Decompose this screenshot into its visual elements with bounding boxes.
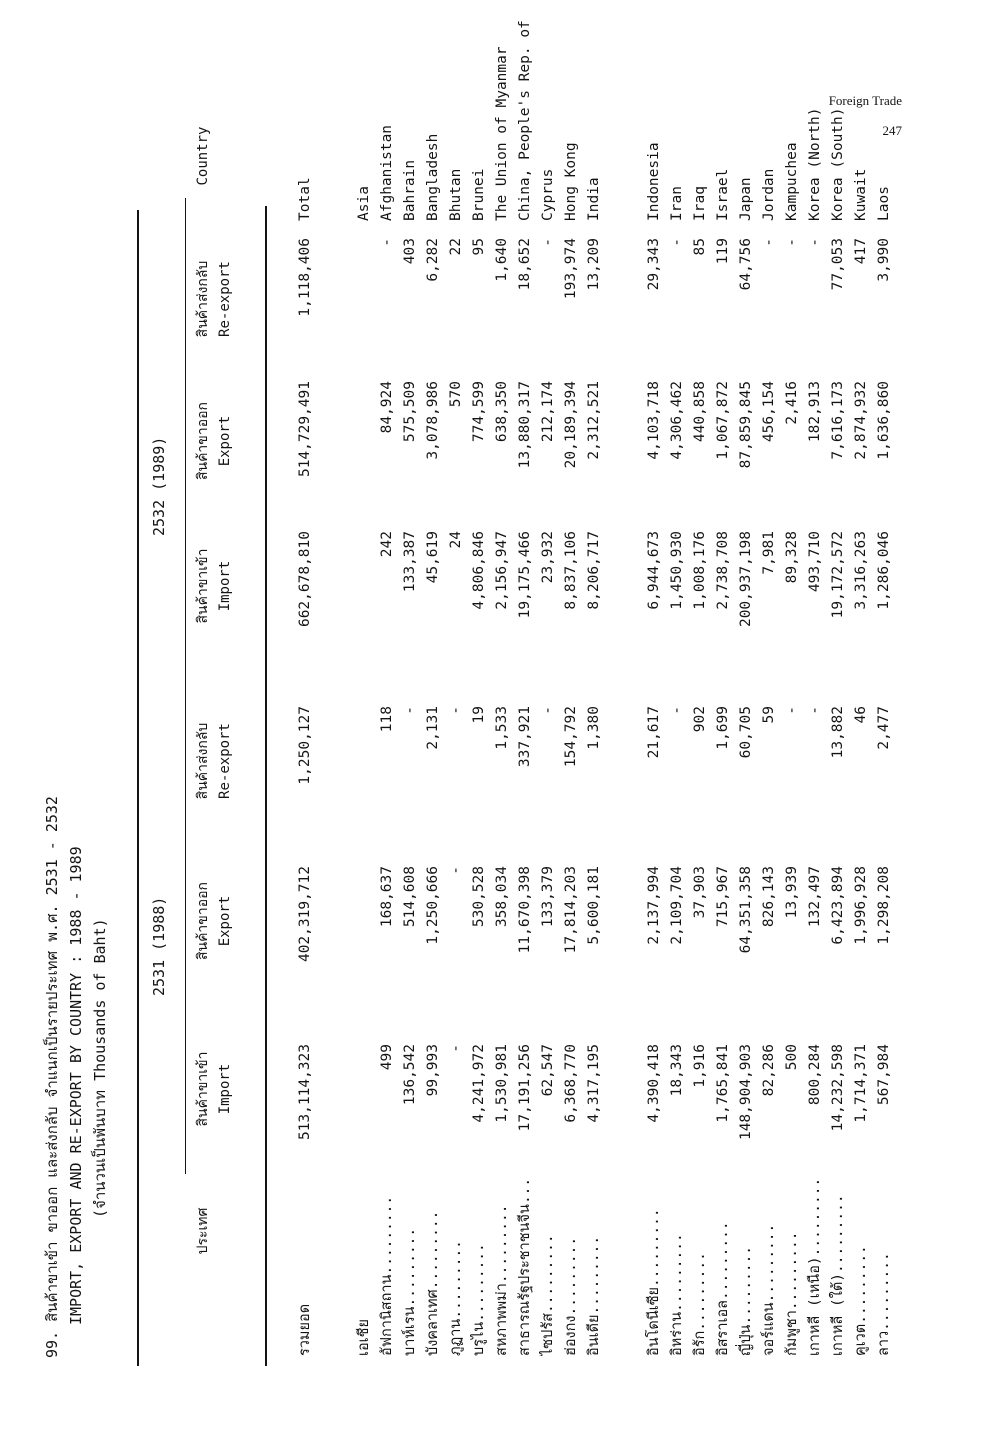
export-1988: 5,600,181 — [586, 866, 602, 945]
export-1989: 3,078,986 — [425, 381, 441, 460]
export-1989: 456,154 — [761, 381, 777, 443]
export-1989: 182,913 — [807, 381, 823, 443]
reexport-1989: 18,652 — [517, 238, 533, 291]
export-1989: 84,924 — [379, 381, 395, 434]
export-1989: 2,312,521 — [586, 381, 602, 460]
reexport-1988: - — [448, 706, 464, 715]
header-reexport-en: Re-export — [217, 261, 233, 337]
country-en: The Union of Myanmar — [494, 46, 510, 221]
export-1988: 514,608 — [402, 866, 418, 928]
import-1988: 513,114,323 — [297, 1044, 313, 1141]
country-th: ลาว......... — [876, 1252, 892, 1356]
reexport-1989: 403 — [402, 238, 418, 265]
table-row — [559, 0, 584, 1436]
country-th: บรูไน......... — [471, 1243, 487, 1356]
header-reexport-th: สินค้าส่งกลับ — [195, 260, 211, 338]
reexport-1989: 64,756 — [738, 238, 754, 291]
export-1988: 17,814,203 — [563, 866, 579, 954]
table-row — [375, 0, 400, 1436]
country-th: คูเวต......... — [853, 1245, 869, 1356]
table-row — [467, 0, 492, 1436]
import-1988: 1,714,371 — [853, 1044, 869, 1123]
import-1988: 500 — [784, 1044, 800, 1071]
country-th: อินเดีย......... — [586, 1235, 602, 1356]
reexport-1988: 59 — [761, 706, 777, 724]
reexport-1988: 13,882 — [830, 706, 846, 759]
import-1989: 19,172,572 — [830, 531, 846, 619]
table-row — [513, 0, 538, 1436]
import-1988: 99,993 — [425, 1044, 441, 1097]
header-import-en: Import — [217, 560, 233, 612]
export-1989: 2,416 — [784, 381, 800, 425]
reexport-1988: 1,380 — [586, 706, 602, 750]
reexport-1989: 119 — [715, 238, 731, 265]
export-1988: 1,298,208 — [876, 866, 892, 945]
import-1989: 242 — [379, 531, 395, 558]
export-1989: 774,599 — [471, 381, 487, 443]
reexport-1989: 13,209 — [586, 238, 602, 291]
table-row — [582, 0, 607, 1436]
reexport-1988: - — [669, 706, 685, 715]
country-th: อิหร่าน......... — [669, 1233, 685, 1356]
country-en: Bahrain — [402, 159, 418, 221]
export-1989: 638,350 — [494, 381, 510, 443]
header-reexport-1988 — [192, 686, 236, 836]
import-1989: 1,008,176 — [692, 531, 708, 610]
reexport-1989: - — [807, 238, 823, 247]
import-1989: 8,837,106 — [563, 531, 579, 610]
import-1988: 1,916 — [692, 1044, 708, 1088]
table-row — [826, 0, 851, 1436]
header-import-1989 — [192, 511, 236, 661]
import-1989: 662,678,810 — [297, 531, 313, 628]
export-1988: 133,379 — [540, 866, 556, 928]
country-en: Bhutan — [448, 168, 464, 221]
import-1989: 493,710 — [807, 531, 823, 593]
reexport-1988: - — [807, 706, 823, 715]
import-1989: 2,738,708 — [715, 531, 731, 610]
reexport-1988: - — [540, 706, 556, 715]
country-en: Israel — [715, 168, 731, 221]
export-1988: 132,497 — [807, 866, 823, 928]
import-1989: 23,932 — [540, 531, 556, 584]
import-1989: 200,937,198 — [738, 531, 754, 628]
export-1988: 1,996,928 — [853, 866, 869, 945]
country-th: ญี่ปุ่น......... — [738, 1245, 754, 1356]
export-1988: - — [448, 866, 464, 875]
import-1989: 1,450,930 — [669, 531, 685, 610]
table-row — [421, 0, 446, 1436]
title-english: IMPORT, EXPORT AND RE-EXPORT BY COUNTRY : 1988 - 1989 — [67, 846, 85, 1325]
header-year-1989: 2532 (1989) — [150, 436, 168, 536]
export-1989: 570 — [448, 381, 464, 408]
import-1988: 18,343 — [669, 1044, 685, 1097]
title-thai: 99. สินค้าขาเข้า ขาออก และส่งกลับ จำแนกเป็นรายประเทศ พ.ศ. 2531 - 2532 — [43, 796, 61, 1358]
title-unit: (จำนวนเป็นพันบาท Thousands of Baht) — [91, 918, 109, 1218]
reexport-1989: - — [761, 238, 777, 247]
table-row — [665, 0, 690, 1436]
country-th: กัมพูชา......... — [784, 1231, 800, 1356]
country-th: อิรัก......... — [692, 1252, 708, 1356]
reexport-1988: 1,250,127 — [297, 706, 313, 785]
import-1989: 7,981 — [761, 531, 777, 575]
export-1988: 826,143 — [761, 866, 777, 928]
import-1989: 19,175,466 — [517, 531, 533, 619]
import-1988: 6,368,770 — [563, 1044, 579, 1123]
export-1988: 6,423,894 — [830, 866, 846, 945]
import-1989: 4,806,846 — [471, 531, 487, 610]
reexport-1989: 417 — [853, 238, 869, 265]
country-th: สหภาพพม่า......... — [494, 1204, 510, 1356]
import-1989: 24 — [448, 531, 464, 549]
export-1988: 11,670,398 — [517, 866, 533, 954]
export-1989: 20,189,394 — [563, 381, 579, 469]
export-1989: 1,636,860 — [876, 381, 892, 460]
country-en: Total — [297, 177, 313, 221]
reexport-1988: 2,477 — [876, 706, 892, 750]
reexport-1988: 118 — [379, 706, 395, 733]
import-1988: 136,542 — [402, 1044, 418, 1106]
export-1989: 4,306,462 — [669, 381, 685, 460]
country-en: Brunei — [471, 168, 487, 221]
reexport-1988: 2,131 — [425, 706, 441, 750]
country-en: Afghanistan — [379, 124, 395, 221]
reexport-1988: 1,699 — [715, 706, 731, 750]
export-1989: 87,859,845 — [738, 381, 754, 469]
reexport-1988: 1,533 — [494, 706, 510, 750]
country-en: Kampuchea — [784, 142, 800, 221]
import-1989: 2,156,947 — [494, 531, 510, 610]
export-1988: 13,939 — [784, 866, 800, 919]
table-row — [398, 0, 423, 1436]
reexport-1989: 29,343 — [646, 238, 662, 291]
reexport-1989: 1,118,406 — [297, 238, 313, 317]
header-reexport-th: สินค้าส่งกลับ — [195, 722, 211, 800]
export-1988: 168,637 — [379, 866, 395, 928]
export-1989: 7,616,173 — [830, 381, 846, 460]
country-en: Kuwait — [853, 168, 869, 221]
country-en: Bangladesh — [425, 133, 441, 221]
import-1989: 6,944,673 — [646, 531, 662, 610]
table-row — [444, 0, 469, 1436]
header-reexport-en: Re-export — [217, 723, 233, 799]
header-country-th: ประเทศ — [195, 1207, 211, 1255]
import-1988: 82,286 — [761, 1044, 777, 1097]
reexport-1988: - — [784, 706, 800, 715]
reexport-1989: - — [540, 238, 556, 247]
import-1988: 62,547 — [540, 1044, 556, 1097]
reexport-1989: 85 — [692, 238, 708, 256]
import-1988: 499 — [379, 1044, 395, 1071]
country-th: บาห์เรน......... — [402, 1227, 418, 1356]
table-row — [293, 0, 318, 1436]
import-1988: 800,284 — [807, 1044, 823, 1106]
country-en: China, People's Rep. of — [517, 20, 533, 221]
export-1988: 2,137,994 — [646, 866, 662, 945]
reexport-1989: 1,640 — [494, 238, 510, 282]
header-import-en: Import — [217, 1063, 233, 1115]
table-row — [849, 0, 874, 1436]
import-1988: 14,232,598 — [830, 1044, 846, 1132]
import-1988: 4,317,195 — [586, 1044, 602, 1123]
country-en: Iran — [669, 186, 685, 221]
reexport-1988: 19 — [471, 706, 487, 724]
export-1989: 13,880,317 — [517, 381, 533, 469]
country-en: Jordan — [761, 168, 777, 221]
country-en: Japan — [738, 177, 754, 221]
country-th: บังคลาเทศ......... — [425, 1210, 441, 1356]
table-row — [734, 0, 759, 1436]
header-export-en: Export — [217, 895, 233, 947]
reexport-1989: - — [784, 238, 800, 247]
import-1988: 1,765,841 — [715, 1044, 731, 1123]
country-en: Korea (North) — [807, 107, 823, 221]
import-1988: 4,241,972 — [471, 1044, 487, 1123]
country-th: ไซปรัส......... — [540, 1234, 556, 1356]
country-th: อินโดนีเซีย......... — [646, 1208, 662, 1356]
import-1988: - — [448, 1044, 464, 1053]
country-th: สาธารณรัฐประชาชนจีน... — [517, 1177, 533, 1356]
header-reexport-1989 — [192, 224, 236, 374]
country-en: Laos — [876, 186, 892, 221]
country-th: ฮ่องกง......... — [563, 1236, 579, 1356]
header-export-1988 — [192, 846, 236, 996]
export-1988: 64,351,358 — [738, 866, 754, 954]
export-1988: 402,319,712 — [297, 866, 313, 963]
country-th: เอเชีย — [356, 1319, 372, 1356]
country-th: รวมยอด — [297, 1303, 313, 1356]
year-1989-rule — [185, 198, 186, 666]
export-1988: 358,034 — [494, 866, 510, 928]
reexport-1988: 154,792 — [563, 706, 579, 768]
import-1989: 3,316,263 — [853, 531, 869, 610]
reexport-1989: 95 — [471, 238, 487, 256]
reexport-1989: 77,053 — [830, 238, 846, 291]
import-1988: 17,191,256 — [517, 1044, 533, 1132]
table-row — [642, 0, 667, 1436]
reexport-1989: 3,990 — [876, 238, 892, 282]
country-th: อิสราเอล......... — [715, 1221, 731, 1356]
export-1988: 37,903 — [692, 866, 708, 919]
country-th: อัฟกานิสถาน......... — [379, 1195, 395, 1356]
country-en: Iraq — [692, 186, 708, 221]
export-1989: 514,729,491 — [297, 381, 313, 478]
export-1989: 575,509 — [402, 381, 418, 443]
table-row — [688, 0, 713, 1436]
page-number: 247 — [882, 123, 902, 138]
table-row — [780, 0, 805, 1436]
table-row — [711, 0, 736, 1436]
header-export-th: สินค้าขาออก — [195, 881, 211, 961]
import-1988: 4,390,418 — [646, 1044, 662, 1123]
reexport-1988: 21,617 — [646, 706, 662, 759]
country-en: Hong Kong — [563, 142, 579, 221]
export-1989: 2,874,932 — [853, 381, 869, 460]
header-export-th: สินค้าขาออก — [195, 401, 211, 481]
reexport-1989: 22 — [448, 238, 464, 256]
reexport-1988: 337,921 — [517, 706, 533, 768]
running-head-section: Foreign Trade — [828, 93, 902, 108]
header-import-th: สินค้าขาเข้า — [195, 548, 211, 624]
header-import-1988 — [192, 1014, 236, 1164]
table-row — [490, 0, 515, 1436]
header-bottom-rule — [265, 206, 267, 1366]
reexport-1989: 6,282 — [425, 238, 441, 282]
export-1988: 2,109,704 — [669, 866, 685, 945]
reexport-1989: 193,974 — [563, 238, 579, 300]
import-1989: 133,387 — [402, 531, 418, 593]
table-row — [352, 0, 377, 1436]
import-1988: 1,530,981 — [494, 1044, 510, 1123]
import-1988: 148,904,903 — [738, 1044, 754, 1141]
table-row — [872, 0, 897, 1436]
export-1989: 440,858 — [692, 381, 708, 443]
reexport-1988: - — [402, 706, 418, 715]
table-row — [803, 0, 828, 1436]
header-export-1989 — [192, 366, 236, 516]
import-1989: 8,206,717 — [586, 531, 602, 610]
country-en: Asia — [356, 186, 372, 221]
header-year-1988: 2531 (1988) — [150, 896, 168, 996]
header-export-en: Export — [217, 415, 233, 467]
export-1989: 4,103,718 — [646, 381, 662, 460]
reexport-1989: - — [379, 238, 395, 247]
export-1988: 715,967 — [715, 866, 731, 928]
table-row — [536, 0, 561, 1436]
country-th: เกาหลี (เหนือ)......... — [807, 1177, 823, 1356]
year-1988-rule — [185, 656, 186, 1174]
country-en: India — [586, 177, 602, 221]
reexport-1988: 902 — [692, 706, 708, 733]
reexport-1988: 60,705 — [738, 706, 754, 759]
table-row — [757, 0, 782, 1436]
country-th: จอร์แดน......... — [761, 1223, 777, 1356]
country-en: Indonesia — [646, 142, 662, 221]
import-1989: 45,619 — [425, 531, 441, 584]
header-import-th: สินค้าขาเข้า — [195, 1051, 211, 1127]
export-1988: 1,250,666 — [425, 866, 441, 945]
import-1989: 89,328 — [784, 531, 800, 584]
import-1988: 567,984 — [876, 1044, 892, 1106]
country-en: Korea (South) — [830, 107, 846, 221]
export-1989: 1,067,872 — [715, 381, 731, 460]
table-title — [40, 348, 112, 1358]
country-th: ภูฏาน......... — [448, 1240, 464, 1356]
import-1989: 1,286,046 — [876, 531, 892, 610]
export-1988: 530,528 — [471, 866, 487, 928]
header-country-en: Country — [195, 126, 211, 186]
country-en: Cyprus — [540, 168, 556, 221]
top-rule — [137, 210, 139, 1366]
export-1989: 212,174 — [540, 381, 556, 443]
reexport-1989: - — [669, 238, 685, 247]
country-th: เกาหลี (ใต้)......... — [830, 1194, 846, 1356]
reexport-1988: 46 — [853, 706, 869, 724]
